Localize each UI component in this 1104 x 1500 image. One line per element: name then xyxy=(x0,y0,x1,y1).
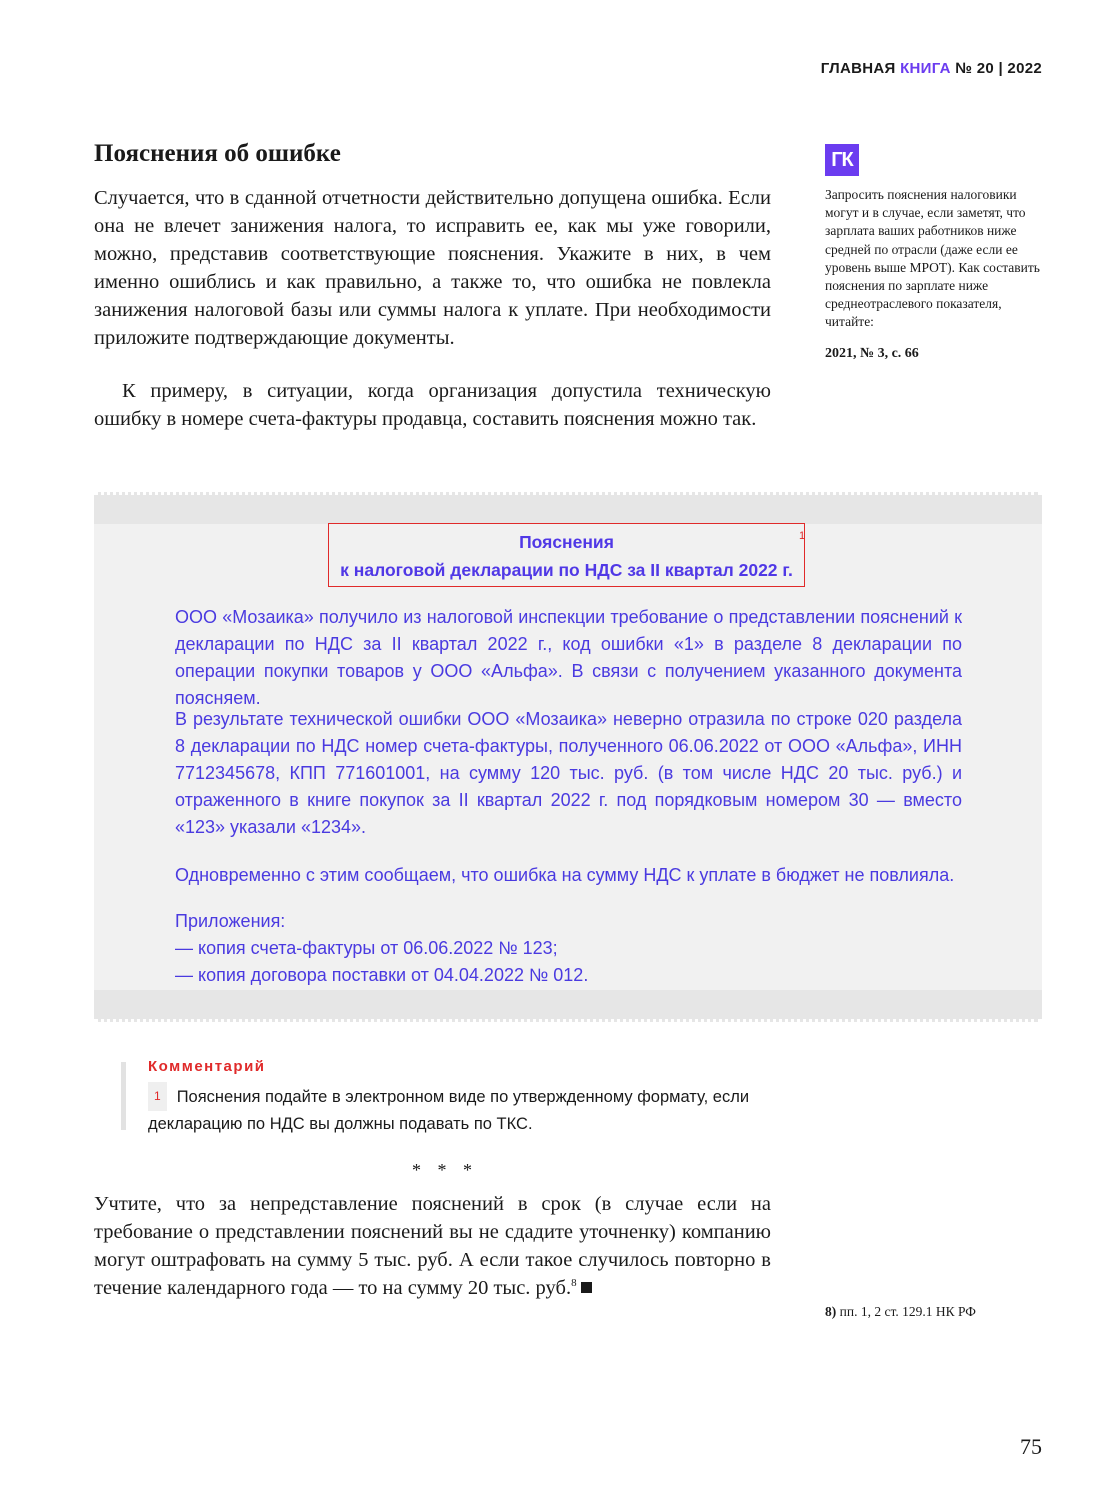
comment-title: Комментарий xyxy=(148,1058,266,1075)
document-paragraph-2: В результате технической ошибки ООО «Мозаика» неверно отразила по строке 020 раздела 8 декларации по НДС номер счета-фактуры, полученного 06.06.2022 от ООО «Альфа», ИНН 7712345678, КПП 771601001, на сумму 120 тыс. руб. (в том числе НДС 20 тыс. руб.) и отраженного в книге покупок за II квартал 2022 г. под порядковым номером 30 — вместо «123» указали «1234». xyxy=(175,709,962,837)
brand-name: ГЛАВНАЯ xyxy=(820,60,896,77)
document-paragraph-3: Одновременно с этим сообщаем, что ошибка на сумму НДС к уплате в бюджет не повлияла. xyxy=(175,865,955,885)
attachment-item-2: — копия договора поставки от 04.04.2022 № 012. xyxy=(175,965,589,985)
closing-text: Учтите, что за непредставление пояснений в срок (в случае если на требование о представлении пояснений вы не сдадите уточненку) компанию могут оштрафовать на сумму 5 тыс. руб. А если такое случилось повторно в течение календарного года — то на сумму 20 тыс. руб. xyxy=(94,1193,771,1299)
brand-name-accent: КНИГА xyxy=(900,60,951,77)
law-reference-text: пп. 1, 2 ст. 129.1 НК РФ xyxy=(839,1304,976,1319)
comment-number: 1 xyxy=(148,1082,167,1111)
sidebar-reference: 2021, № 3, с. 66 xyxy=(825,346,919,361)
document-title-line2: к налоговой декларации по НДС за II квартал 2022 г. xyxy=(340,560,793,580)
page-number: 75 xyxy=(1020,1434,1042,1459)
document-top-edge xyxy=(94,492,1042,524)
law-reference-number: 8) xyxy=(825,1304,837,1319)
page-header xyxy=(821,60,1042,77)
closing-paragraph xyxy=(94,1190,771,1302)
document-paragraph-1: ООО «Мозаика» получило из налоговой инспекции требование о представлении пояснений к декларации по НДС за II квартал 2022 г., код ошибки «1» в разделе 8 декларации по операции покупки товаров у ООО «Альфа». В связи с получением указанного документа поясняем. xyxy=(175,607,962,708)
sidebar-note: Запросить пояснения налоговики могут и в случае, если заметят, что зарплата ваших работников ниже средней по отрасли (даже если ее уровень выше МРОТ). Как составить пояснения по зарплате ниже среднеотраслевого показателя, читайте: xyxy=(825,187,1040,330)
section-title: Пояснения об ошибке xyxy=(94,140,341,167)
main-paragraph-2: К примеру, в ситуации, когда организация допустила техническую ошибку в номере счета-фактуры продавца, составить пояснения можно так. xyxy=(94,380,771,430)
law-reference xyxy=(825,1304,976,1320)
document-footnote-marker: 1 xyxy=(799,530,806,542)
closing-footnote-ref: 8 xyxy=(571,1277,577,1290)
comment-body: Пояснения подайте в электронном виде по утвержденному формату, если декларацию по НДС вы должны подавать по ТКС. xyxy=(148,1088,750,1133)
attachment-item-1: — копия счета-фактуры от 06.06.2022 № 123; xyxy=(175,938,558,958)
main-paragraph-1: Случается, что в сданной отчетности действительно допущена ошибка. Если она не влечет занижения налога, то исправить ее, как мы уже говорили, можно, представив соответствующие пояснения. Укажите в них, в чем именно ошиблись и как правильно, а также то, что ошибка не повлекла занижения налоговой базы или суммы налога к уплате. При необходимости приложите подтверждающие документы. xyxy=(94,187,771,349)
gk-logo-icon: ГК xyxy=(825,144,859,176)
comment-text xyxy=(148,1082,758,1138)
section-separator: * * * xyxy=(412,1160,478,1180)
attachments-label: Приложения: xyxy=(175,911,286,931)
comment-bar xyxy=(121,1062,126,1130)
document-title-line1: Пояснения xyxy=(519,532,614,552)
issue-number: № 20 | 2022 xyxy=(955,60,1042,77)
end-of-article-mark xyxy=(581,1282,592,1293)
document-bottom-edge xyxy=(94,990,1042,1022)
